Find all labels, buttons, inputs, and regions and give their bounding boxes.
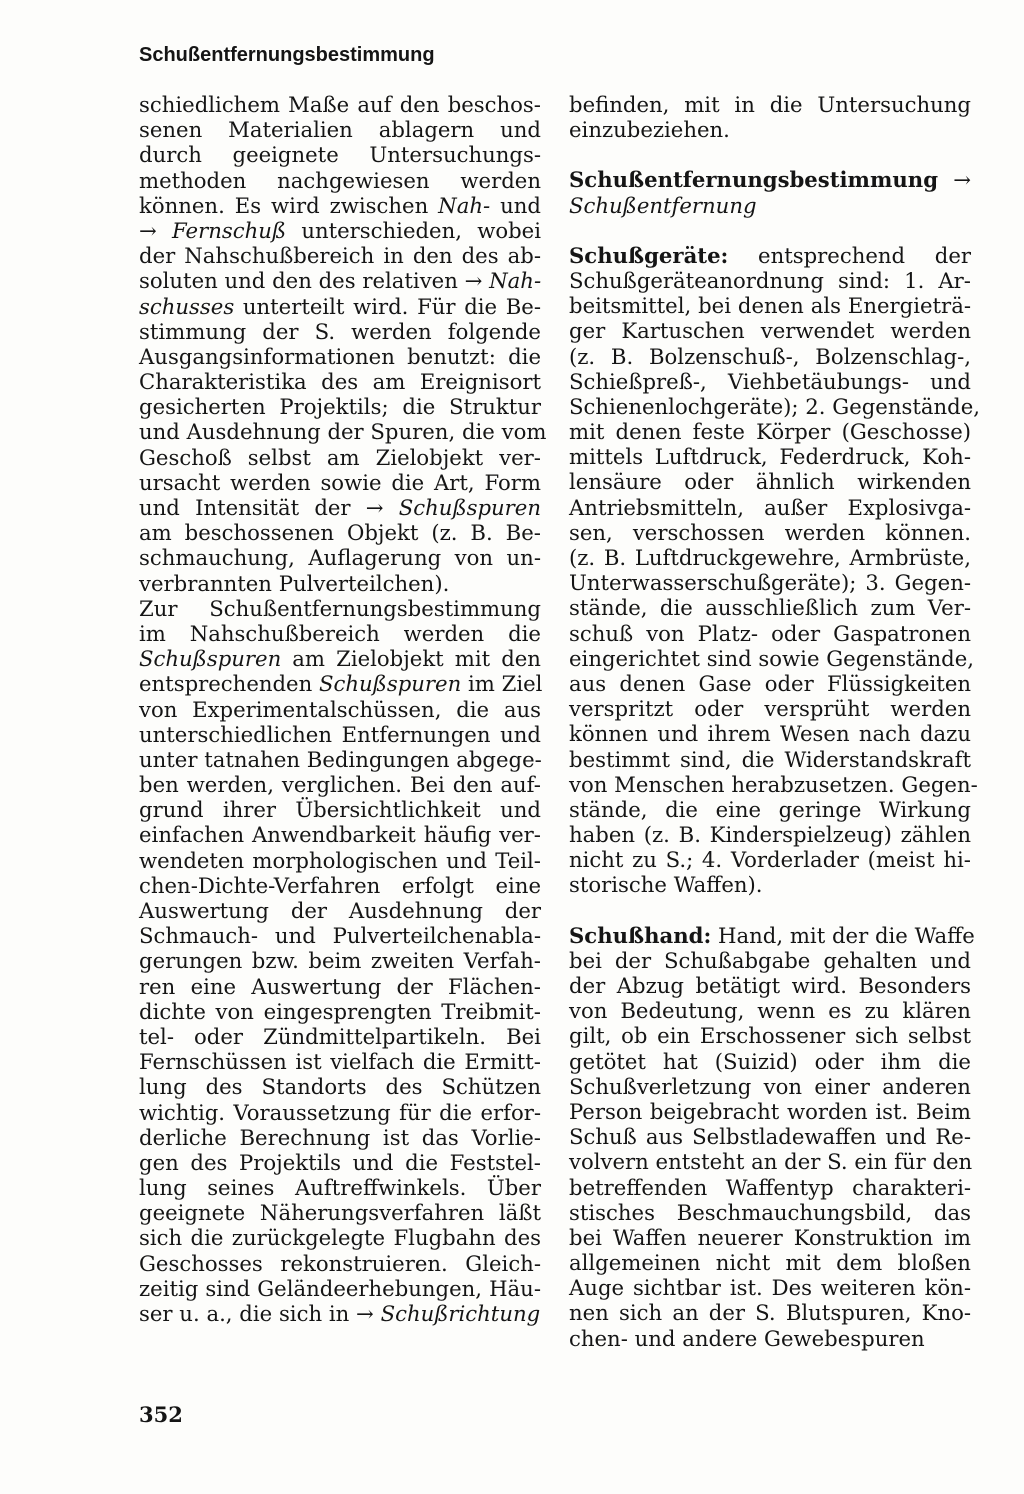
- text-line: bestimmt sind, die Widerstandskraft: [569, 746, 971, 772]
- text-line: mittels Luftdruck, Federdruck, Koh-: [569, 444, 971, 470]
- text-line: von Menschen herabzusetzen. Gegen-: [569, 771, 978, 797]
- text-line: verbrannten Pulverteilchen).: [139, 570, 450, 596]
- text-line: getötet hat (Suizid) oder ihm die: [569, 1048, 971, 1074]
- text-line: stände, die eine geringe Wirkung: [569, 796, 971, 822]
- text-line: lensäure oder ähnlich wirkenden: [569, 469, 971, 495]
- text-line: können. Es wird zwischen Nah- und: [139, 192, 541, 218]
- text-line: eingerichtet sind sowie Gegenstände,: [569, 645, 974, 671]
- text-line: Ausgangsinformationen benutzt: die: [139, 343, 541, 369]
- text-line: haben (z. B. Kinderspielzeug) zählen: [569, 822, 971, 848]
- text-line: schiedlichem Maße auf den beschos-: [139, 92, 541, 117]
- text-line: grund ihrer Übersichtlichkeit und: [139, 797, 541, 823]
- text-line: allgemeinen nicht mit dem bloßen: [569, 1250, 971, 1276]
- text-line: methoden nachgewiesen werden: [139, 167, 541, 193]
- text-line: Schußspuren am Zielobjekt mit den: [139, 646, 541, 672]
- text-line: volvern entsteht an der S. ein für den: [569, 1149, 973, 1175]
- text-line: einzubeziehen.: [569, 117, 730, 143]
- page-number: 352: [139, 1402, 183, 1427]
- text-line: Schußhand: Hand, mit der die Waffe: [569, 922, 975, 948]
- text-line: (z. B. Luftdruckgewehre, Armbrüste,: [569, 545, 971, 570]
- text-line: gilt, ob ein Erschossener sich selbst: [569, 1023, 971, 1049]
- text-line: schmauchung, Auflagerung von un-: [139, 545, 541, 571]
- text-line: beitsmittel, bei denen als Energieträ-: [569, 293, 971, 319]
- text-line: Geschosses rekonstruieren. Gleich-: [139, 1250, 541, 1276]
- text-line: Schußgeräteanordnung sind: 1. Ar-: [569, 267, 971, 293]
- text-line: gen des Projektils und die Feststel-: [139, 1149, 541, 1175]
- text-line: einfachen Anwendbarkeit häufig ver-: [139, 822, 541, 848]
- text-line: können und ihrem Wesen nach dazu: [569, 721, 971, 747]
- text-line: Schienenlochgeräte); 2. Gegenstände,: [569, 393, 980, 419]
- text-line: Schußgeräte: entsprechend der: [569, 242, 971, 268]
- text-line: der Nahschußbereich in den des ab-: [139, 243, 541, 269]
- text-line: chen-Dichte-Verfahren erfolgt eine: [139, 872, 541, 898]
- text-line: storische Waffen).: [569, 872, 763, 898]
- text-line: ben werden, verglichen. Bei den auf-: [139, 772, 541, 798]
- text-line: entsprechenden Schußspuren im Ziel: [139, 671, 543, 697]
- text-line: durch geeignete Untersuchungs-: [139, 142, 541, 168]
- text-line: aus denen Gase oder Flüssigkeiten: [569, 670, 971, 696]
- text-line: ger Kartuschen verwendet werden: [569, 318, 971, 344]
- text-line: Auswertung der Ausdehnung der: [139, 898, 541, 923]
- text-line: derliche Berechnung ist das Vorlie-: [139, 1124, 541, 1150]
- text-line: befinden, mit in die Untersuchung: [569, 92, 971, 117]
- text-line: bei Waffen neuerer Konstruktion im: [569, 1224, 971, 1250]
- text-line: von Experimentalschüssen, die aus: [139, 696, 541, 722]
- text-line: Schußverletzung von einer anderen: [569, 1073, 971, 1099]
- text-line: Schußentfernungsbestimmung →: [569, 167, 971, 193]
- text-line: sich die zurückgelegte Flugbahn des: [139, 1225, 541, 1251]
- text-line: betreffenden Waffentyp charakteri-: [569, 1174, 971, 1200]
- text-line: am beschossenen Objekt (z. B. Be-: [139, 520, 541, 546]
- text-line: senen Materialien ablagern und: [139, 117, 541, 143]
- text-line: → Fernschuß unterschieden, wobei: [139, 217, 541, 243]
- text-line: schuß von Platz- oder Gaspatronen: [569, 620, 971, 646]
- text-line: bei der Schußabgabe gehalten und: [569, 947, 971, 973]
- text-line: verspritzt oder versprüht werden: [569, 696, 971, 722]
- text-line: zeitig sind Geländeerhebungen, Häu-: [139, 1275, 541, 1301]
- text-line: Antriebsmitteln, außer Explosivga-: [569, 494, 971, 520]
- text-line: ursacht werden sowie die Art, Form: [139, 469, 541, 495]
- text-line: stisches Beschmauchungsbild, das: [569, 1199, 971, 1225]
- text-line: nicht zu S.; 4. Vorderlader (meist hi-: [569, 847, 971, 873]
- text-line: wichtig. Voraussetzung für die erfor-: [139, 1099, 541, 1125]
- text-line: (z. B. Bolzenschuß-, Bolzenschlag-,: [569, 343, 971, 369]
- text-line: gerungen bzw. beim zweiten Verfah-: [139, 948, 541, 974]
- text-line: ser u. a., die sich in → Schußrichtung: [139, 1301, 541, 1326]
- text-line: gesicherten Projektils; die Struktur: [139, 394, 541, 420]
- text-line: schusses unterteilt wird. Für die Be-: [139, 293, 541, 319]
- text-line: Schießpreß-, Viehbetäubungs- und: [569, 368, 971, 394]
- text-line: chen- und andere Gewebespuren: [569, 1325, 925, 1351]
- text-line: nen sich an der S. Blutspuren, Kno-: [569, 1300, 971, 1326]
- text-line: im Nahschußbereich werden die: [139, 620, 541, 646]
- text-line: stimmung der S. werden folgende: [139, 318, 541, 344]
- text-line: stände, die ausschließlich zum Ver-: [569, 595, 971, 621]
- text-line: lung seines Auftreffwinkels. Über: [139, 1175, 541, 1201]
- text-line: geeignete Näherungsverfahren läßt: [139, 1200, 541, 1226]
- text-line: dichte von eingesprengten Treibmit-: [139, 998, 541, 1024]
- text-line: Charakteristika des am Ereignisort: [139, 369, 541, 395]
- text-line: Unterwasserschußgeräte); 3. Gegen-: [569, 570, 971, 596]
- text-line: Schuß aus Selbstladewaffen und Re-: [569, 1124, 971, 1150]
- text-line: ren eine Auswertung der Flächen-: [139, 973, 541, 999]
- text-line: und Ausdehnung der Spuren, die vom: [139, 419, 547, 445]
- text-line: tel- oder Zündmittelpartikeln. Bei: [139, 1023, 541, 1049]
- text-line: von Bedeutung, wenn es zu klären: [569, 998, 971, 1024]
- text-line: Schußentfernung: [569, 192, 757, 218]
- text-line: lung des Standorts des Schützen: [139, 1074, 541, 1100]
- text-line: Person beigebracht worden ist. Beim: [569, 1098, 971, 1124]
- text-line: und Intensität der → Schußspuren: [139, 495, 541, 520]
- text-line: Schmauch- und Pulverteilchenabla-: [139, 923, 541, 949]
- text-line: unterschiedlichen Entfernungen und: [139, 721, 541, 747]
- text-line: soluten und den des relativen → Nah-: [139, 268, 542, 294]
- text-line: mit denen feste Körper (Geschosse): [569, 419, 971, 445]
- left-column: [139, 92, 547, 1326]
- text-line: wendeten morphologischen und Teil-: [139, 847, 541, 873]
- text-line: Zur Schußentfernungsbestimmung: [139, 595, 541, 621]
- text-line: Auge sichtbar ist. Des weiteren kön-: [569, 1275, 971, 1301]
- text-line: Geschoß selbst am Zielobjekt ver-: [139, 444, 541, 470]
- text-line: Fernschüssen ist vielfach die Ermitt-: [139, 1049, 541, 1075]
- right-column: [569, 92, 980, 1351]
- running-head: Schußentfernungsbestimmung: [139, 44, 435, 66]
- text-line: der Abzug betätigt wird. Besonders: [569, 973, 971, 998]
- text-line: sen, verschossen werden können.: [569, 519, 971, 545]
- text-line: unter tatnahen Bedingungen abgege-: [139, 746, 542, 772]
